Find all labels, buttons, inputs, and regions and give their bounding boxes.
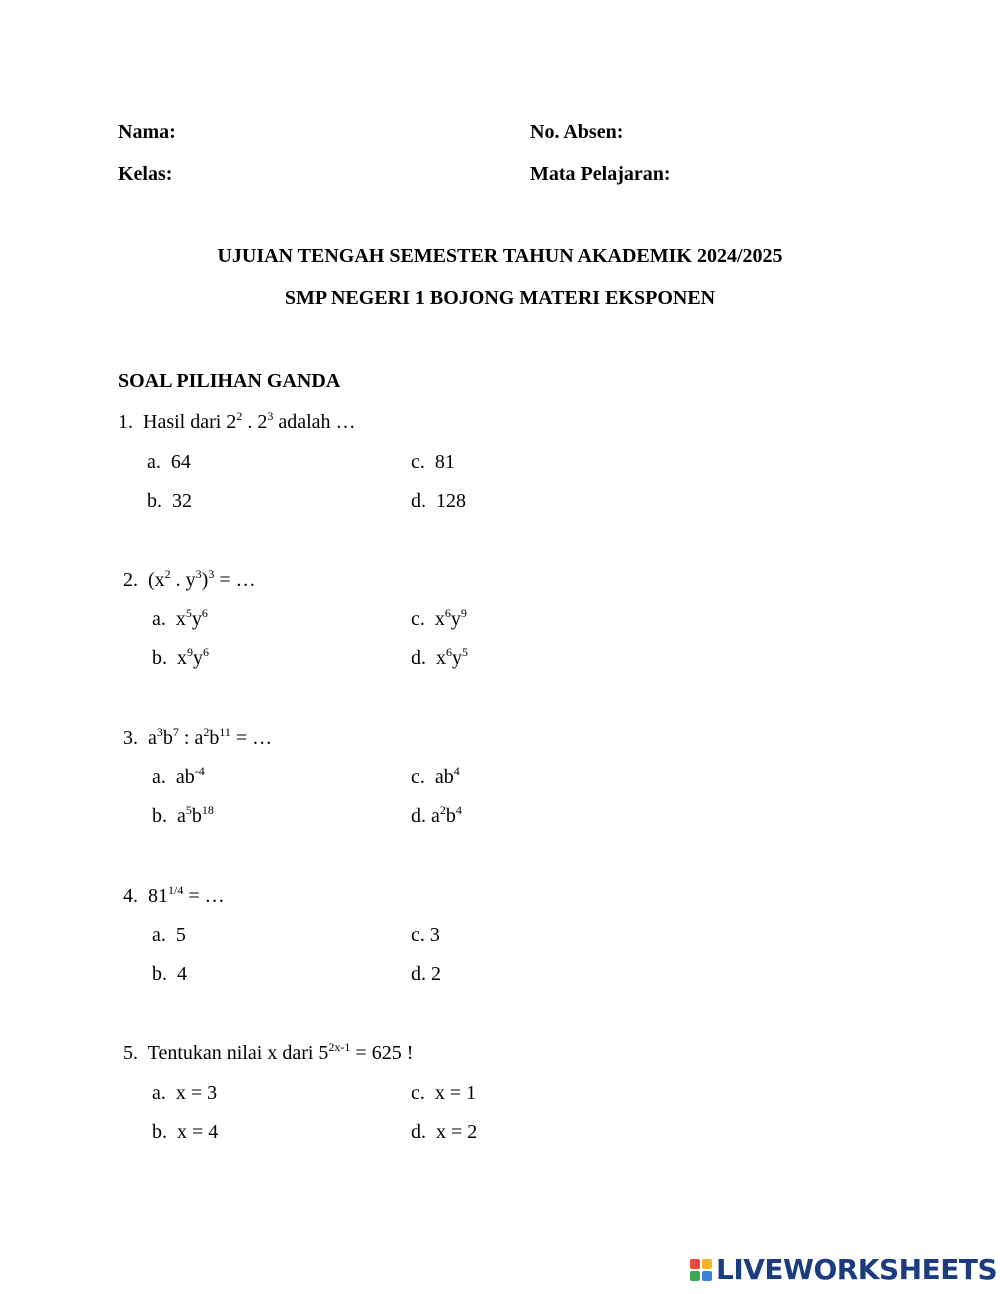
q5-option-c[interactable]: c. x = 1 [411, 1082, 477, 1104]
q2-option-b[interactable]: b. $x^9y^6$ [152, 645, 209, 669]
q5-option-b[interactable]: b. x = 4 [152, 1121, 219, 1143]
exam-subtitle: SMP NEGERI 1 BOJONG MATERI EKSPONEN [284, 287, 716, 309]
question-text: $a^3b^7$ : $a^2b^{11}$ = … [148, 725, 273, 749]
question-text: Hasil dari $2^2$ . $2^3$ adalah … [143, 409, 356, 433]
question-text: $81^{1/4}$ = … [148, 883, 225, 907]
q3-option-b[interactable]: b. $a^5b^{18}$ [152, 803, 214, 827]
q1-option-a[interactable]: a. 64 [147, 451, 191, 473]
question-3 [123, 725, 273, 749]
question-number: 5. [123, 1042, 138, 1064]
q3-option-d[interactable]: d. $a^2b^4$ [411, 803, 462, 827]
question-number: 1. [118, 411, 133, 433]
q1-option-c[interactable]: c. 81 [411, 451, 455, 473]
question-number: 4. [123, 885, 138, 907]
exam-title: UJUIAN TENGAH SEMESTER TAHUN AKADEMIK 2024/2025 [217, 245, 783, 267]
section-heading: SOAL PILIHAN GANDA [118, 370, 341, 392]
q4-option-c[interactable]: c. 3 [411, 924, 440, 946]
name-label: Nama: [118, 121, 176, 143]
logo-square-red [690, 1259, 700, 1269]
question-4 [123, 883, 225, 907]
logo-square-green [690, 1271, 700, 1281]
question-text: ($x^2$ . $y^3)^3$ = … [148, 567, 256, 591]
q5-option-a[interactable]: a. x = 3 [152, 1082, 218, 1104]
q3-option-a[interactable]: a. $ab^{-4}$ [152, 764, 205, 788]
subject-label: Mata Pelajaran: [530, 163, 671, 185]
q2-option-a[interactable]: a. $x^5y^6$ [152, 606, 208, 630]
q3-option-c[interactable]: c. $ab^4$ [411, 764, 460, 788]
question-5 [123, 1040, 414, 1064]
logo-square-yellow [702, 1259, 712, 1269]
logo-mark-icon [690, 1259, 712, 1281]
question-1 [118, 409, 356, 433]
q2-option-c[interactable]: c. $x^6y^9$ [411, 606, 467, 630]
q1-option-b[interactable]: b. 32 [147, 490, 192, 512]
liveworksheets-logo [690, 1253, 998, 1286]
logo-text: LIVEWORKSHEETS [716, 1253, 998, 1286]
question-text: Tentukan nilai x dari $5^{2x-1} = 625$ ! [147, 1040, 414, 1064]
q1-option-d[interactable]: d. 128 [411, 490, 466, 512]
q5-option-d[interactable]: d. x = 2 [411, 1121, 478, 1143]
absen-label: No. Absen: [530, 121, 624, 143]
logo-square-blue [702, 1271, 712, 1281]
question-number: 3. [123, 727, 138, 749]
question-2 [123, 567, 256, 591]
q4-option-b[interactable]: b. 4 [152, 963, 187, 985]
q2-option-d[interactable]: d. $x^6y^5$ [411, 645, 468, 669]
q4-option-a[interactable]: a. 5 [152, 924, 186, 946]
q4-option-d[interactable]: d. 2 [411, 963, 441, 985]
question-number: 2. [123, 569, 138, 591]
class-label: Kelas: [118, 163, 173, 185]
